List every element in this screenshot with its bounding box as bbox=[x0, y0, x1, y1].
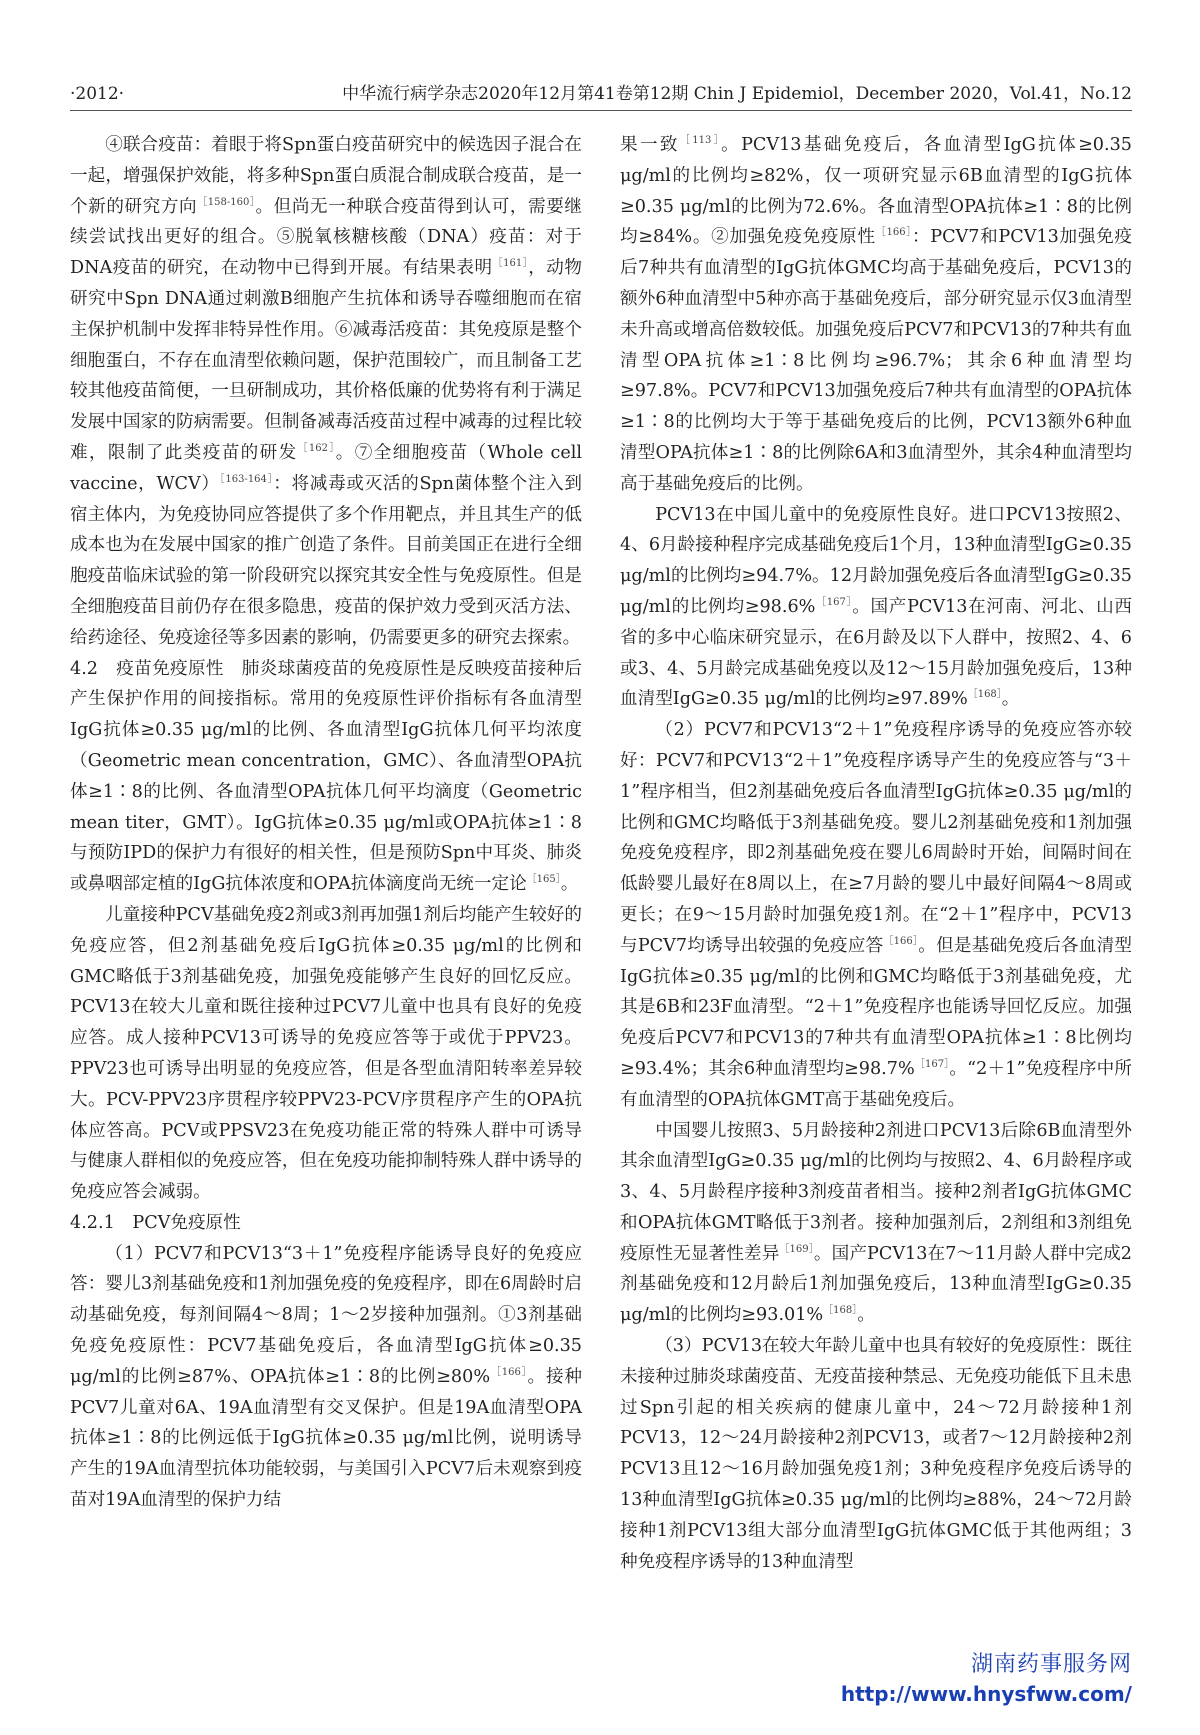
citation-ref: ［168］ bbox=[967, 689, 1002, 701]
text-run: 。但是基础免疫后各血清型IgG抗体≥0.35 μg/ml的比例和GMC均略低于3剂基础免疫，尤其是6B和23F血清型。“2＋1”免疫程序也能诱导回忆反应。加强免疫后PCV7和PCV13的7种共有血清型OPA抗体≥1∶8比例均≥93.4%；其余6种血清型均≥98.7% bbox=[620, 935, 1132, 1079]
text-run: 。国产PCV13在7～11月龄人群中完成2剂基础免疫和12月龄后1剂加强免疫后，13种血清型IgG≥0.35 μg/ml的比例均≥93.01% bbox=[620, 1243, 1132, 1326]
text-run: 。⑦全细胞疫苗（Whole cell vaccine，WCV） bbox=[70, 442, 582, 494]
text-run: 。接种PCV7儿童对6A、19A血清型有交叉保护。但是19A血清型OPA抗体≥1∶8的比例远低于IgG抗体≥0.35 μg/ml比例，说明诱导产生的19A血清型抗体功能较弱，与美国引入PCV7后未观察到疫苗对19A血清型的保护力结 bbox=[70, 1366, 582, 1511]
text-run: 儿童接种PCV基础免疫2剂或3剂再加强1剂后均能产生较好的免疫应答，但2剂基础免疫后IgG抗体≥0.35 μg/ml的比例和GMC略低于3剂基础免疫，加强免疫能够产生良好的回忆反应。PCV13在较大儿童和既往接种过PCV7儿童中也具有良好的免疫应答。成人接种PCV13可诱导的免疫应答等于或优于PPV23。PPV23也可诱导出明显的免疫应答，但是各型血清阳转率差异较大。PCV-PPV23序贯程序较PPV23-PCV序贯程序产生的OPA抗体应答高。PCV或PPSV23在免疫功能正常的特殊人群中可诱导与健康人群相似的免疫应答，但在免疫功能抑制特殊人群中诱导的免疫应答会减弱。 bbox=[70, 904, 582, 1203]
text-run: 。 bbox=[560, 874, 579, 895]
text-run: 。 bbox=[1001, 689, 1020, 710]
text-run: ④联合疫苗：着眼于将Spn蛋白疫苗研究中的候选因子混合在一起，增强保护效能，将多种Spn蛋白质混合制成联合疫苗，是一个新的研究方向 bbox=[70, 135, 582, 217]
text-run: 。国产PCV13在河南、河北、山西省的多中心临床研究显示，在6月龄及以下人群中，按照2、4、6或3、4、5月龄完成基础免疫以及12～15月龄加强免疫后，13种血清型IgG≥0.35 μg/ml的比例均≥97.89% bbox=[620, 596, 1132, 710]
paragraph-immunogenicity-intro bbox=[70, 654, 582, 900]
citation-ref: ［167］ bbox=[914, 1059, 950, 1071]
page-number: ·2012· bbox=[70, 84, 125, 104]
site-watermark bbox=[841, 1650, 1132, 1708]
text-run: 。 bbox=[857, 1305, 875, 1326]
citation-ref: ［167］ bbox=[815, 597, 853, 609]
citation-ref: ［169］ bbox=[779, 1243, 814, 1255]
citation-ref: ［166］ bbox=[883, 935, 919, 947]
citation-ref: ［162］ bbox=[297, 443, 336, 455]
text-run: 。PCV13基础免疫后，各血清型IgG抗体≥0.35 μg/ml的比例均≥82%，仅一项研究显示6B血清型的IgG抗体≥0.35 μg/ml的比例为72.6%。各血清型OPA抗体≥1∶8的比例均≥84%。②加强免疫免疫原性 bbox=[620, 135, 1132, 248]
paragraph-booster-immunogenicity bbox=[620, 130, 1132, 500]
citation-ref: ［168］ bbox=[823, 1305, 858, 1317]
paragraph-combined-vaccines bbox=[70, 130, 582, 654]
left-column bbox=[70, 130, 582, 1516]
section-heading-4-2-1: 4.2.1 PCV免疫原性 bbox=[70, 1212, 241, 1233]
text-run: ：PCV7和PCV13加强免疫后7种共有血清型的IgG抗体GMC均高于基础免疫后，PCV13的额外6种血清型中5种亦高于基础免疫后，部分研究显示仅3血清型未升高或增高倍数较低。加强免疫后PCV7和PCV13的7种共有血清型OPA抗体≥1∶8比例均≥96.7%；其余6种血清型均≥97.8%。PCV7和PCV13加强免疫后7种共有血清型的OPA抗体≥1∶8的比例均大于等于基础免疫后的比例，PCV13额外6种血清型OPA抗体≥1∶8的比例除6A和3血清型外，其余4种血清型均高于基础免疫后的比例。 bbox=[620, 227, 1132, 494]
running-header bbox=[70, 82, 1132, 111]
right-column bbox=[620, 130, 1132, 1577]
text-run: （2）PCV7和PCV13“2＋1”免疫程序诱导的免疫应答亦较好：PCV7和PCV13“2＋1”免疫程序诱导产生的免疫应答与“3＋1”程序相当，但2剂基础免疫后各血清型IgG抗体≥0.35 μg/ml的比例和GMC均略低于3剂基础免疫。婴儿2剂基础免疫和1剂加强免疫免疫程序，即2剂基础免疫在婴儿6周龄时开始，间隔时间在低龄婴儿最好在8周以上，在≥7月龄的婴儿中最好间隔4～8周或更长；在9～15月龄时加强免疫1剂。在“2＋1”程序中，PCV13与PCV7均诱导出较强的免疫应答 bbox=[620, 720, 1132, 956]
paragraph-3plus1-schedule bbox=[70, 1239, 582, 1516]
text-run: 。“2＋1”免疫程序中所有血清型的OPA抗体GMT高于基础免疫后。 bbox=[620, 1058, 1132, 1110]
text-run: 中国婴儿按照3、5月龄接种2剂进口PCV13后除6B血清型外其余血清型IgG≥0.35 μg/ml的比例均与按照2、4、6月龄程序或3、4、5月龄程序接种3剂疫苗者相当。接种2剂者IgG抗体GMC和OPA抗体GMT略低于3剂者。接种加强剂后，2剂组和3剂组免疫原性无显著性差异 bbox=[620, 1120, 1132, 1264]
paragraph-older-children bbox=[620, 1331, 1132, 1577]
text-run: 果一致 bbox=[620, 135, 680, 155]
text-run: （1）PCV7和PCV13“3＋1”免疫程序能诱导良好的免疫应答：婴儿3剂基础免疫和1剂加强免疫的免疫程序，即在6周龄时启动基础免疫，每剂间隔4～8周；1～2岁接种加强剂。①3剂基础免疫免疫原性：PCV7基础免疫后，各血清型IgG抗体≥0.35 μg/ml的比例≥87%、OPA抗体≥1∶8的比例≥80% bbox=[70, 1243, 582, 1387]
text-run: 4.2 疫苗免疫原性 肺炎球菌疫苗的免疫原性是反映疫苗接种后产生保护作用的间接指标。常用的免疫原性评价指标有各血清型IgG抗体≥0.35 μg/ml的比例、各血清型IgG抗体几何平均浓度（Geometric mean concentration，GMC）、各血清型OPA抗体≥1∶8的比例、各血清型OPA抗体几何平均滴度（Geometric mean titer，GMT）。IgG抗体≥0.35 μg/ml或OPA抗体≥1∶8与预防IPD的保护力有很好的相关性，但是预防Spn中耳炎、肺炎或鼻咽部定植的IgG抗体浓度和OPA抗体滴度尚无统一定论 bbox=[70, 658, 582, 895]
citation-ref: ［163-164］ bbox=[219, 473, 274, 485]
text-run: （3）PCV13在较大年龄儿童中也具有较好的免疫原性：既往未接种过肺炎球菌疫苗、无疫苗接种禁忌、无免疫功能低下且未患过Spn引起的相关疾病的健康儿童中，24～72月龄接种1剂PCV13，12～24月龄接种2剂PCV13，或者7～12月龄接种2剂PCV13且12～16月龄加强免疫1剂；3种免疫程序免疫后诱导的13种血清型IgG抗体≥0.35 μg/ml的比例均≥88%，24～72月龄接种1剂PCV13组大部分血清型IgG抗体GMC低于其他两组；3种免疫程序诱导的13种血清型 bbox=[620, 1336, 1132, 1572]
watermark-url[interactable]: http://www.hnysfww.com/ bbox=[840, 1682, 1132, 1706]
paragraph-pcv-schedules bbox=[70, 900, 582, 1208]
paragraph-2plus1-schedule bbox=[620, 715, 1132, 1115]
text-run: PCV13在中国儿童中的免疫原性良好。进口PCV13按照2、4、6月龄接种程序完成基础免疫后1个月，13种血清型IgG≥0.35 μg/ml的比例均≥94.7%。12月龄加强免疫后各血清型IgG≥0.35 μg/ml的比例均≥98.6% bbox=[620, 504, 1132, 617]
paragraph-china-children bbox=[620, 500, 1132, 716]
citation-ref: ［166］ bbox=[875, 227, 912, 239]
citation-ref: ［166］ bbox=[490, 1367, 528, 1379]
paragraph-china-infants-2-dose bbox=[620, 1116, 1132, 1332]
citation-ref: ［158-160］ bbox=[197, 196, 256, 208]
journal-citation: 中华流行病学杂志2020年12月第41卷第12期 Chin J Epidemiol，December 2020，Vol.41，No.12 bbox=[342, 84, 1132, 104]
watermark-site-name: 湖南药事服务网 bbox=[970, 1652, 1132, 1677]
text-run: ，动物研究中Spn DNA通过刺激B细胞产生抗体和诱导吞噬细胞而在宿主保护机制中发挥非特异性作用。⑥减毒活疫苗：其免疫原是整个细胞蛋白，不存在血清型依赖问题，保护范围较广，而且制备工艺较其他疫苗简便，一旦研制成功，其价格低廉的优势将有利于满足发展中国家的防病需要。但制备减毒活疫苗过程中减毒的过程比较难，限制了此类疫苗的研发 bbox=[70, 258, 582, 463]
text-run: 。但尚无一种联合疫苗得到认可，需要继续尝试找出更好的组合。⑤脱氧核糖核酸（DNA）疫苗：对于DNA疫苗的研究，在动物中已得到开展。有结果表明 bbox=[70, 196, 582, 279]
citation-ref: ［161］ bbox=[492, 258, 529, 270]
citation-ref: ［165］ bbox=[526, 874, 561, 886]
text-run: ：将减毒或灭活的Spn菌体整个注入到宿主体内，为免疫协同应答提供了多个作用靶点，并且其生产的低成本也为在发展中国家的推广创造了条件。目前美国正在进行全细胞疫苗临床试验的第一阶段研究以探究其安全性与免疫原性。但是全细胞疫苗目前仍存在很多隐患，疫苗的保护效力受到灭活方法、给药途径、免疫途径等多因素的影响，仍需要更多的研究去探索。 bbox=[70, 473, 582, 648]
citation-ref: ［113］ bbox=[679, 135, 722, 147]
